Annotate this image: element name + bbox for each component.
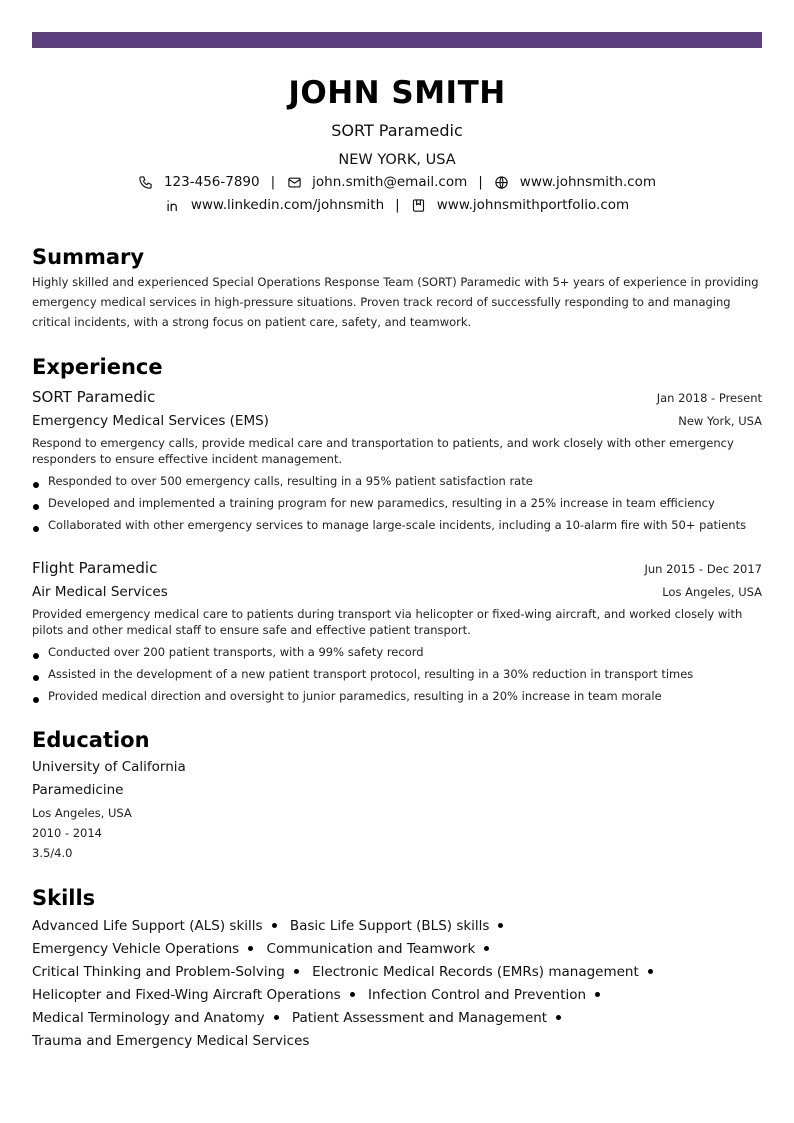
skill-item [267,941,499,957]
school-name: University of California [32,759,186,775]
bullet-icon [274,1015,279,1020]
achievement-text: Collaborated with other emergency services to manage large-scale incidents, including a 10-alarm fire with 50+ patients [48,518,747,532]
skill-item [32,1033,309,1049]
job-achievements [32,641,762,707]
list-item [32,641,762,663]
experience-heading: Experience [32,355,163,379]
degree-name: Paramedicine [32,782,124,798]
skill-item [32,987,364,1003]
bullet-icon [248,946,253,951]
bullet-icon [595,992,600,997]
skill-item [292,1010,570,1026]
website-url: www.johnsmith.com [519,174,657,190]
job-title: Flight Paramedic [32,559,158,577]
skill-text: Medical Terminology and Anatomy [32,1010,265,1026]
skill-text: Trauma and Emergency Medical Services [32,1033,310,1049]
skills-heading: Skills [32,886,96,910]
candidate-location: NEW YORK, USA [338,152,456,168]
bullet-icon [33,697,39,703]
skill-list [32,915,722,1053]
bullet-icon [556,1015,561,1020]
bullet-icon [498,923,503,928]
skill-item [312,964,662,980]
bullet-icon [350,992,355,997]
skill-text: Infection Control and Prevention [367,987,587,1003]
job-location: Los Angeles, USA [662,585,762,599]
mail-icon [286,174,302,190]
school-location: Los Angeles, USA [32,806,132,820]
job-company: Air Medical Services [32,584,168,600]
job-achievements [32,470,762,536]
portfolio-url: www.johnsmithportfolio.com [436,197,630,213]
linkedin-icon [165,197,181,213]
bullet-icon [648,969,653,974]
skill-text: Patient Assessment and Management [291,1010,548,1026]
achievement-text: Assisted in the development of a new patient transport protocol, resulting in a 30% reduction in transport times [48,667,694,681]
skill-text: Emergency Vehicle Operations [32,941,240,957]
skill-item [32,964,308,980]
bullet-icon [33,653,39,659]
accent-bar [32,32,762,48]
website-link[interactable] [494,171,656,193]
list-item [32,514,762,536]
candidate-name: JOHN SMITH [288,75,506,111]
skill-item [290,918,513,934]
skill-text: Helicopter and Fixed-Wing Aircraft Operations [32,987,341,1003]
job-location: New York, USA [678,414,762,428]
bullet-icon [272,923,277,928]
bullet-icon [33,504,39,510]
resume-page [32,32,762,1053]
email-address: john.smith@email.com [312,174,468,190]
job-entry [32,388,762,536]
email-contact[interactable] [286,171,467,193]
contact-line-secondary [32,194,762,216]
education-heading: Education [32,728,150,752]
skill-text: Critical Thinking and Problem-Solving [32,964,285,980]
portfolio-link[interactable] [411,194,629,216]
globe-icon [494,174,510,190]
list-item [32,663,762,685]
list-item [32,685,762,707]
experience-section [32,354,762,707]
bullet-icon [484,946,489,951]
job-description: Provided emergency medical care to patients during transport via helicopter or fixed-wing aircraft, and worked closely with pilots and other medical staff to ensure safe and effective patient transport. [32,607,743,637]
achievement-text: Responded to over 500 emergency calls, resulting in a 95% patient satisfaction rate [48,474,533,488]
phone-icon [138,174,154,190]
linkedin-link[interactable] [165,194,384,216]
skill-item [32,918,286,934]
summary-section [32,244,762,332]
education-section [32,727,762,863]
bullet-icon [294,969,299,974]
achievement-text: Conducted over 200 patient transports, with a 99% safety record [48,645,424,659]
summary-heading: Summary [32,245,145,269]
resume-header [32,75,762,216]
education-gpa: 3.5/4.0 [32,846,73,860]
job-title: SORT Paramedic [32,388,156,406]
skill-text: Basic Life Support (BLS) skills [289,918,490,934]
skill-text: Electronic Medical Records (EMRs) management [312,964,639,980]
phone-contact[interactable] [138,171,260,193]
achievement-text: Provided medical direction and oversight to junior paramedics, resulting in a 20% increase in team morale [48,689,662,703]
job-header [32,559,762,577]
contact-separator: | [395,197,400,213]
contact-separator: | [270,174,276,190]
skill-item [368,987,609,1003]
job-description: Respond to emergency calls, provide medical care and transportation to patients, and work closely with other emergency responders to ensure effective incident management. [32,436,734,466]
job-company-row [32,413,762,429]
skill-item [32,1010,288,1026]
list-item [32,492,762,514]
bullet-icon [33,675,39,681]
job-entry [32,559,762,707]
bullet-icon [33,482,39,488]
candidate-title: SORT Paramedic [331,121,463,140]
job-dates: Jan 2018 - Present [656,391,762,405]
contact-separator: | [478,174,483,190]
bullet-icon [33,526,39,532]
list-item [32,470,762,492]
summary-text: Highly skilled and experienced Special Operations Response Team (SORT) Paramedic with 5+ years of experience in providing emergency medical services in high-pressure situations. Proven track record of successfully responding to and managing critical incidents, with a strong focus on patient care, safety, and teamwork. [32,275,759,329]
skill-text: Advanced Life Support (ALS) skills [32,918,263,934]
job-header [32,388,762,406]
job-company-row [32,584,762,600]
skill-text: Communication and Teamwork [266,941,476,957]
skill-item [32,941,262,957]
bookmark-icon [411,197,427,213]
education-years: 2010 - 2014 [32,826,102,840]
phone-number: 123-456-7890 [163,174,260,190]
achievement-text: Developed and implemented a training program for new paramedics, resulting in a 25% increase in team efficiency [48,496,715,510]
linkedin-url: www.linkedin.com/johnsmith [190,197,385,213]
job-company: Emergency Medical Services (EMS) [32,413,269,429]
job-dates: Jun 2015 - Dec 2017 [644,562,762,576]
skills-section [32,885,762,1053]
contact-line-primary [32,171,762,193]
